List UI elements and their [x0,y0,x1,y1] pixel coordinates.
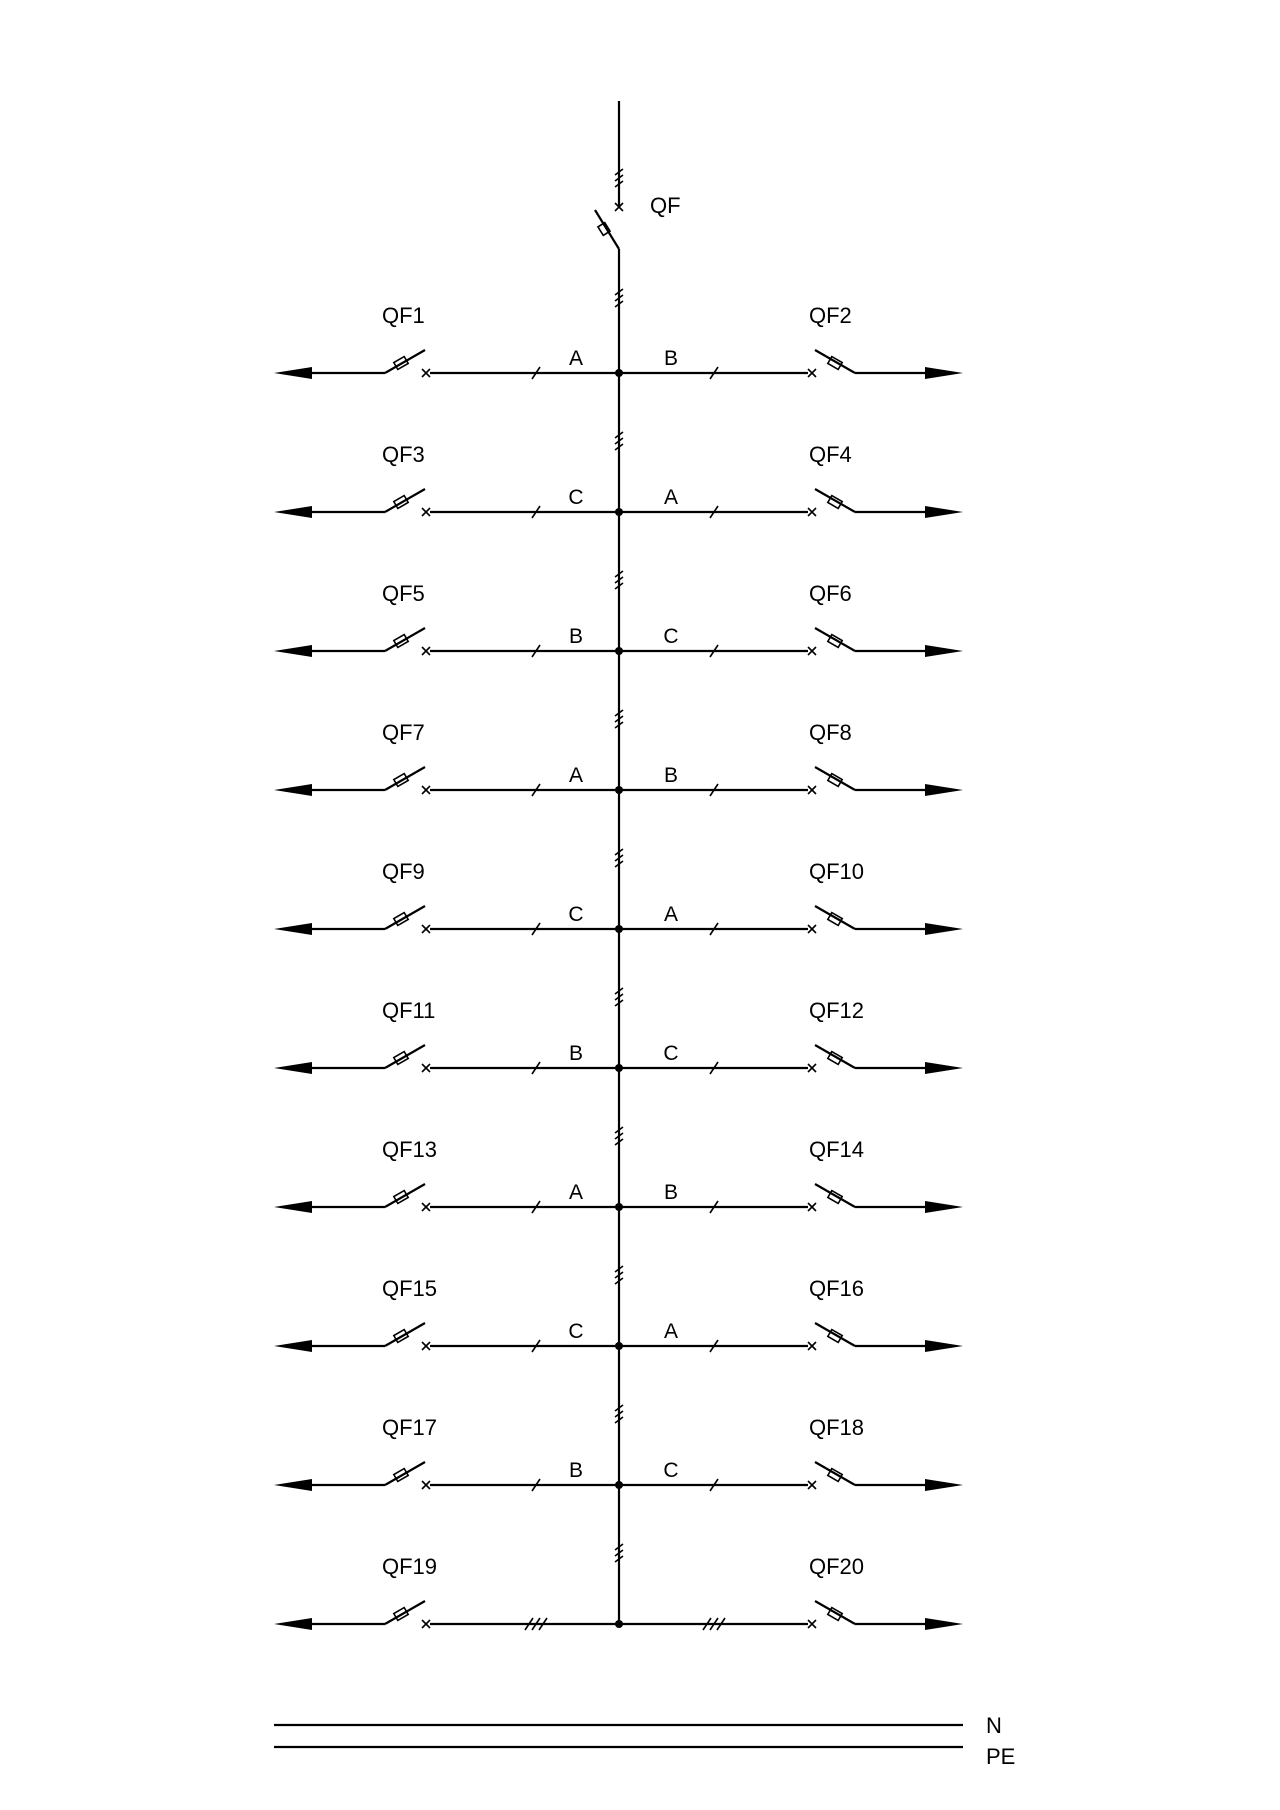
right-feeder [619,303,963,379]
right-breaker-label: QF14 [809,1137,865,1162]
left-breaker-contact [422,508,430,516]
right-breaker-contact [808,786,816,794]
riser-phase-ticks [615,1405,623,1423]
riser-phase-ticks [615,710,623,728]
right-phase-label: B [663,347,679,370]
left-breaker-blade [385,1601,425,1624]
right-breaker-trip-box [828,1469,842,1482]
left-feeder [274,581,619,657]
riser-phase-ticks [615,1266,623,1284]
riser-phase-ticks [615,988,623,1006]
left-breaker-contact [422,786,430,794]
right-feeder-arrow [925,645,963,657]
right-breaker-blade [815,1184,855,1207]
left-phase-label: B [568,1459,584,1482]
right-breaker-contact [808,1620,816,1628]
right-feeder [619,720,963,796]
right-feeder [619,998,963,1074]
right-feeder [619,1415,963,1491]
right-breaker-contact [808,1342,816,1350]
right-breaker-trip-box [828,1330,842,1343]
riser-phase-ticks [615,289,623,307]
riser-phase-ticks [615,849,623,867]
left-feeder [274,1137,619,1213]
right-breaker-contact [808,925,816,933]
riser-phase-ticks [615,432,623,450]
right-breaker-label: QF20 [809,1554,865,1579]
riser-phase-ticks [615,571,623,589]
right-breaker-trip-box [828,1608,842,1621]
right-breaker-contact [808,369,816,377]
right-breaker-blade [815,1462,855,1485]
left-feeder [274,442,619,518]
right-breaker-contact [808,647,816,655]
right-breaker-blade [815,767,855,790]
right-breaker-blade [815,489,855,512]
right-breaker-blade [815,1045,855,1068]
left-breaker-blade [385,489,425,512]
neutral-bus-label: N [986,1713,1002,1738]
left-phase-label: A [568,1181,584,1204]
left-feeder [274,859,619,935]
right-breaker-label: QF10 [809,859,865,884]
left-breaker-blade [385,1323,425,1346]
left-breaker-blade [385,906,425,929]
static-layer [595,101,681,1624]
left-breaker-contact [422,1481,430,1489]
right-feeder [619,442,963,518]
riser-phase-ticks [615,169,623,187]
right-breaker-label: QF8 [809,720,852,745]
left-breaker-blade [385,1184,425,1207]
left-breaker-label: QF11 [382,998,436,1023]
right-breaker-label: QF2 [809,303,852,328]
right-breaker-trip-box [828,1052,842,1065]
right-breaker-contact [808,508,816,516]
right-breaker-trip-box [828,774,842,787]
left-breaker-blade [385,1462,425,1485]
right-breaker-contact [808,1481,816,1489]
main-breaker-label: QF [650,193,681,218]
right-feeder-arrow [925,1062,963,1074]
left-breaker-label: QF9 [382,859,425,884]
left-feeder [274,303,619,379]
left-breaker-contact [422,369,430,377]
left-breaker-contact [422,1342,430,1350]
left-phase-label: B [568,625,584,648]
right-phase-label: C [663,625,679,648]
pe-bus-label: PE [986,1744,1016,1769]
left-breaker-blade [385,767,425,790]
right-phase-label: C [663,1042,679,1065]
main-breaker-blade [595,210,619,249]
right-breaker-trip-box [828,635,842,648]
riser-phase-ticks [615,1127,623,1145]
left-feeder [274,1415,619,1491]
left-breaker-label: QF17 [382,1415,438,1440]
right-phase-label: A [663,1320,679,1343]
right-breaker-blade [815,628,855,651]
right-breaker-trip-box [828,913,842,926]
bus-bars [274,1713,1015,1769]
left-breaker-label: QF5 [382,581,425,606]
left-phase-label: A [568,764,584,787]
left-breaker-blade [385,628,425,651]
right-feeder-arrow [925,506,963,518]
right-breaker-trip-box [828,496,842,509]
left-breaker-contact [422,647,430,655]
right-phase-label: A [663,903,679,926]
right-breaker-blade [815,350,855,373]
right-feeder-arrow [925,1201,963,1213]
left-feeder [274,998,619,1074]
right-feeder [619,581,963,657]
left-phase-label: A [568,347,584,370]
right-feeder-arrow [925,784,963,796]
right-feeder-arrow [925,1618,963,1630]
right-breaker-label: QF16 [809,1276,865,1301]
right-feeder-arrow [925,367,963,379]
right-breaker-label: QF4 [809,442,852,467]
left-phase-label: C [568,486,584,509]
right-breaker-trip-box [828,357,842,370]
left-breaker-label: QF15 [382,1276,438,1301]
left-phase-label: C [568,1320,584,1343]
right-breaker-label: QF18 [809,1415,865,1440]
right-feeder-arrow [925,1340,963,1352]
right-breaker-label: QF12 [809,998,865,1023]
right-feeder-phase-ticks [703,1618,725,1630]
left-breaker-label: QF3 [382,442,425,467]
right-feeder [619,1554,963,1630]
left-feeder-phase-ticks [525,1618,547,1630]
left-breaker-blade [385,1045,425,1068]
main-breaker-qf [595,210,619,249]
left-phase-label: B [568,1042,584,1065]
right-breaker-trip-box [828,1191,842,1204]
right-phase-label: B [663,764,679,787]
right-breaker-contact [808,1203,816,1211]
right-feeder [619,1276,963,1352]
right-breaker-contact [808,1064,816,1072]
left-breaker-contact [422,1064,430,1072]
riser-phase-ticks [615,1544,623,1562]
left-feeder [274,720,619,796]
right-feeder [619,1137,963,1213]
left-phase-label: C [568,903,584,926]
left-breaker-contact [422,1203,430,1211]
left-breaker-label: QF19 [382,1554,438,1579]
left-breaker-label: QF13 [382,1137,438,1162]
right-feeder-arrow [925,1479,963,1491]
right-phase-label: B [663,1181,679,1204]
left-breaker-label: QF1 [382,303,425,328]
right-breaker-blade [815,1323,855,1346]
right-breaker-blade [815,906,855,929]
right-feeder-arrow [925,923,963,935]
left-breaker-blade [385,350,425,373]
right-breaker-label: QF6 [809,581,852,606]
left-feeder [274,1554,619,1630]
right-phase-label: A [663,486,679,509]
left-feeder [274,1276,619,1352]
right-breaker-blade [815,1601,855,1624]
left-breaker-label: QF7 [382,720,425,745]
left-breaker-contact [422,1620,430,1628]
right-feeder [619,859,963,935]
left-breaker-contact [422,925,430,933]
right-phase-label: C [663,1459,679,1482]
